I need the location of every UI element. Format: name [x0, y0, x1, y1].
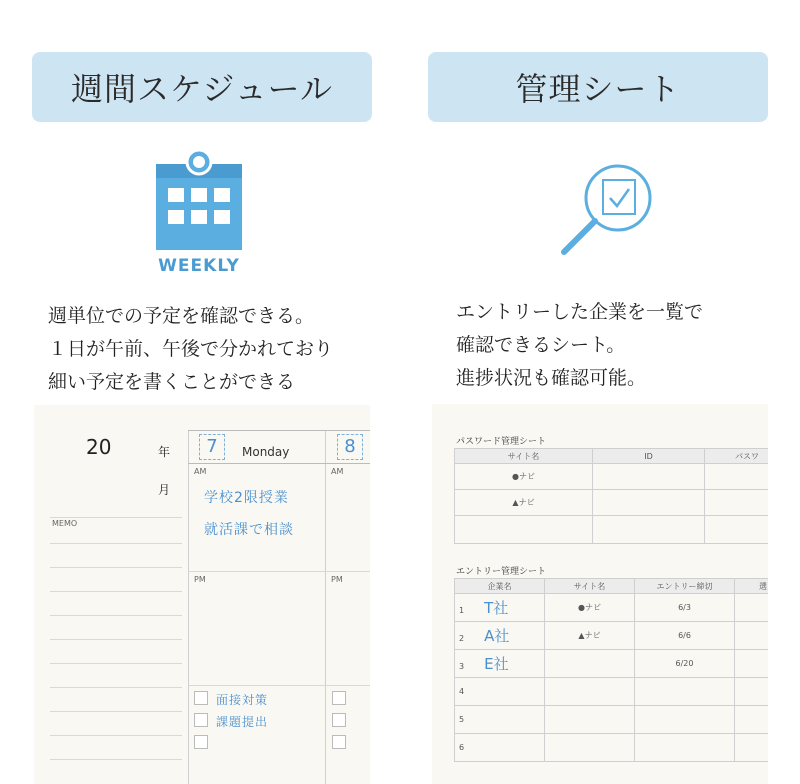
todo-entry: 面接対策 — [216, 693, 269, 707]
table-row — [455, 734, 769, 762]
entry-company: A社 — [484, 627, 510, 645]
memo-label: MEMO — [52, 519, 78, 528]
year-prefix: 20 — [86, 435, 112, 459]
entry-row-number: 5 — [459, 715, 465, 724]
entry-sheet-title: エントリー管理シート — [456, 567, 547, 577]
table-row — [455, 594, 769, 622]
entry-row-number: 3 — [459, 662, 465, 671]
calendar-icon — [154, 148, 244, 280]
password-table-header — [455, 449, 769, 464]
todo-checkbox — [194, 713, 208, 727]
weekly-description-line: 週単位での予定を確認できる。 — [48, 305, 315, 327]
management-sheet-title — [428, 52, 768, 122]
entry-deadline: 6/3 — [635, 594, 735, 622]
weekly-schedule-title-text: 週間スケジュール — [70, 70, 334, 108]
entry-site: ●ナビ — [545, 594, 635, 622]
password-table — [454, 448, 768, 544]
am-entry: 就活課で相談 — [204, 522, 294, 538]
weekly-schedule-title — [32, 52, 372, 122]
entry-table-header — [455, 579, 769, 594]
management-description-line: 進捗状況も確認可能。 — [456, 367, 647, 389]
todo-checkbox — [194, 735, 208, 749]
password-header-id: ID — [593, 449, 705, 464]
todo-checkbox — [332, 735, 346, 749]
entry-header-company: 企業名 — [455, 579, 545, 594]
weekly-planner-sample — [34, 405, 370, 784]
entry-site — [545, 650, 635, 678]
entry-header-selection: 選 — [735, 579, 769, 594]
password-site-cell: ▲ナビ — [455, 490, 593, 516]
weekly-description — [48, 300, 388, 399]
entry-row-number: 2 — [459, 634, 465, 643]
entry-header-deadline: エントリー締切 — [635, 579, 735, 594]
entry-header-site: サイト名 — [545, 579, 635, 594]
table-row — [455, 622, 769, 650]
day1-pm-label: PM — [194, 575, 206, 584]
management-description — [456, 296, 786, 395]
day2-pm-label: PM — [331, 575, 343, 584]
management-description-line: エントリーした企業を一覧で — [456, 301, 704, 323]
entry-company: T社 — [484, 599, 509, 617]
management-sheet-title-text: 管理シート — [515, 70, 681, 108]
table-row — [455, 464, 769, 490]
entry-deadline: 6/20 — [635, 650, 735, 678]
table-row — [455, 490, 769, 516]
magnifier-check-icon — [556, 158, 656, 258]
todo-entry: 課題提出 — [216, 715, 269, 729]
password-sheet-title: パスワード管理シート — [456, 437, 547, 447]
password-site-cell: ●ナビ — [455, 464, 593, 490]
day1-name: Monday — [242, 445, 290, 459]
password-header-password: パスワ — [705, 449, 769, 464]
am-entry: 学校2限授業 — [204, 490, 289, 506]
todo-checkbox — [194, 691, 208, 705]
table-row — [455, 706, 769, 734]
management-description-line: 確認できるシート。 — [456, 334, 626, 356]
entry-row-number: 4 — [459, 687, 465, 696]
day2-am-label: AM — [331, 467, 344, 476]
weekly-icon-label: WEEKLY — [158, 256, 240, 276]
management-sheet-sample — [432, 404, 768, 784]
table-row — [455, 516, 769, 544]
day1-number: 7 — [199, 434, 225, 460]
entry-company: E社 — [484, 655, 509, 673]
year-label: 年 — [158, 445, 171, 459]
day2-number: 8 — [337, 434, 363, 460]
day1-am-label: AM — [194, 467, 207, 476]
todo-checkbox — [332, 691, 346, 705]
password-header-site: サイト名 — [455, 449, 593, 464]
entry-row-number: 6 — [459, 743, 465, 752]
entry-table — [454, 578, 768, 762]
entry-deadline: 6/6 — [635, 622, 735, 650]
weekly-description-line: １日が午前、午後で分かれており — [48, 338, 334, 360]
entry-site: ▲ナビ — [545, 622, 635, 650]
table-row — [455, 678, 769, 706]
month-label: 月 — [158, 483, 171, 497]
todo-checkbox — [332, 713, 346, 727]
entry-row-number: 1 — [459, 606, 465, 615]
weekly-description-line: 細い予定を書くことができる — [48, 371, 296, 393]
table-row — [455, 650, 769, 678]
